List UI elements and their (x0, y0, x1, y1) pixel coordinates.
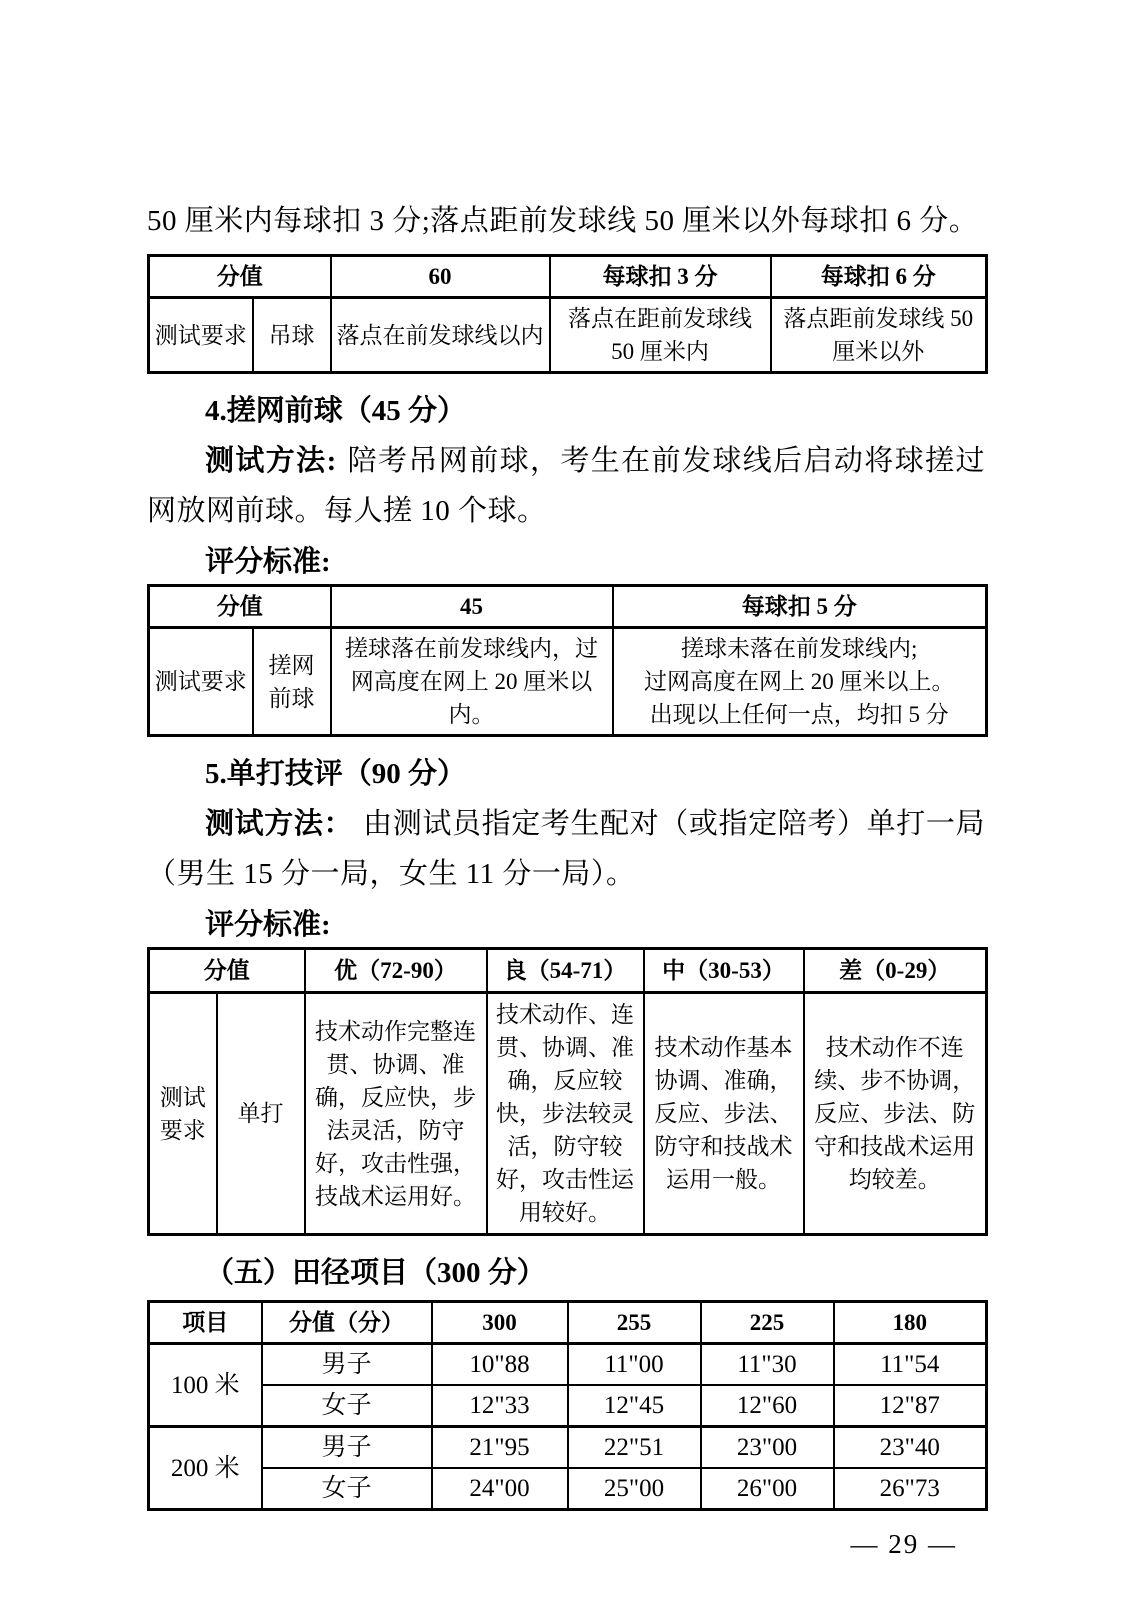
header-cell-event: 项目 (149, 1302, 262, 1344)
section4-method-paragraph (147, 436, 985, 536)
section4-score-label: 评分标准: (205, 546, 331, 578)
header-cell-excellent: 优（72-90） (305, 949, 487, 993)
section4-heading: 4.搓网前球（45 分） (205, 395, 467, 427)
cell-deduct6-desc: 落点距前发球线 50 厘米以外 (771, 298, 987, 373)
method-label: 测试方法： (205, 808, 354, 840)
cell-time: 22"51 (568, 1427, 701, 1469)
table-header-row (149, 256, 987, 298)
table-header-row (149, 1302, 987, 1344)
method-text: 陪考吊网前球，考生在前发球线后启动将球搓过网放网前球。每人搓 10 个球。 (147, 445, 985, 527)
cell-excellent-desc: 技术动作完整连贯、协调、准确，反应快，步法灵活，防守好，攻击性强，技战术运用好。 (305, 993, 487, 1235)
cell-gender: 男子 (262, 1427, 432, 1469)
tianjing-score-table (147, 1300, 988, 1511)
cell-time: 26"00 (701, 1468, 834, 1510)
section5-score-label: 评分标准: (205, 909, 331, 941)
header-cell-score-label: 分值 (149, 256, 331, 298)
table-row-200m-men (149, 1427, 987, 1469)
cell-time: 26"73 (834, 1468, 987, 1510)
header-cell-255: 255 (568, 1302, 701, 1344)
method-text: 由测试员指定考生配对（或指定陪考）单打一局（男生 15 分一局，女生 11 分一局）。 (147, 808, 985, 890)
cell-time: 12"45 (568, 1385, 701, 1427)
header-cell-medium: 中（30-53） (644, 949, 804, 993)
header-cell-good: 良（54-71） (487, 949, 644, 993)
continuation-paragraph: 50 厘米内每球扣 3 分;落点距前发球线 50 厘米以外每球扣 6 分。 (147, 205, 979, 237)
cell-time: 21"95 (432, 1427, 568, 1469)
cell-time: 12"33 (432, 1385, 568, 1427)
cell-deduct-desc: 搓球未落在前发球线内; 过网高度在网上 20 厘米以上。 出现以上任何一点，均扣 5 分 (613, 628, 987, 736)
method-label: 测试方法: (205, 445, 337, 477)
header-cell-180: 180 (834, 1302, 987, 1344)
cell-time: 25"00 (568, 1468, 701, 1510)
table-body-row (149, 993, 987, 1235)
cell-time: 10"88 (432, 1344, 568, 1386)
table-header-row (149, 586, 987, 628)
table-body-row (149, 628, 987, 736)
section5-heading: 5.单打技评（90 分） (205, 758, 467, 790)
cell-time: 12"60 (701, 1385, 834, 1427)
cell-item: 吊球 (253, 298, 331, 373)
header-cell-poor: 差（0-29） (804, 949, 987, 993)
cell-requirement: 测试要求 (149, 298, 253, 373)
cuowang-score-table (147, 584, 988, 737)
cell-time: 11"30 (701, 1344, 834, 1386)
page-number: — 29 — (850, 1529, 957, 1559)
cell-gender: 男子 (262, 1344, 432, 1386)
cell-time: 11"54 (834, 1344, 987, 1386)
table-row-200m-women (149, 1468, 987, 1510)
cell-requirement: 测试 要求 (149, 993, 217, 1235)
header-cell-deduct3: 每球扣 3 分 (550, 256, 771, 298)
cell-time: 23"00 (701, 1427, 834, 1469)
table-row-100m-women (149, 1385, 987, 1427)
header-cell-score: 60 (331, 256, 550, 298)
header-cell-score: 45 (331, 586, 613, 628)
cell-medium-desc: 技术动作基本协调、准确，反应、步法、防守和技战术运用一般。 (644, 993, 804, 1235)
table-header-row (149, 949, 987, 993)
cell-item: 搓网 前球 (253, 628, 331, 736)
cell-gender: 女子 (262, 1468, 432, 1510)
cell-full-score-desc: 搓球落在前发球线内，过网高度在网上 20 厘米以内。 (331, 628, 613, 736)
section5-method-paragraph (147, 799, 985, 899)
header-cell-score-label: 分值（分） (262, 1302, 432, 1344)
table-row-100m-men (149, 1344, 987, 1386)
cell-full-score-desc: 落点在前发球线以内 (331, 298, 550, 373)
cell-event-100m: 100 米 (149, 1344, 262, 1427)
header-cell-deduct6: 每球扣 6 分 (771, 256, 987, 298)
danda-grading-table (147, 947, 988, 1236)
header-cell-score-label: 分值 (149, 949, 305, 993)
cell-gender: 女子 (262, 1385, 432, 1427)
header-cell-score-label: 分值 (149, 586, 331, 628)
cell-time: 24"00 (432, 1468, 568, 1510)
table-body-row (149, 298, 987, 373)
cell-good-desc: 技术动作、连贯、协调、准确，反应较快，步法较灵活，防守较好，攻击性运用较好。 (487, 993, 644, 1235)
cell-poor-desc: 技术动作不连续、步不协调，反应、步法、防守和技战术运用均较差。 (804, 993, 987, 1235)
cell-deduct3-desc: 落点在距前发球线 50 厘米内 (550, 298, 771, 373)
header-cell-225: 225 (701, 1302, 834, 1344)
header-cell-300: 300 (432, 1302, 568, 1344)
cell-event-200m: 200 米 (149, 1427, 262, 1510)
cell-time: 23"40 (834, 1427, 987, 1469)
cell-time: 11"00 (568, 1344, 701, 1386)
header-cell-deduct5: 每球扣 5 分 (613, 586, 987, 628)
cell-item: 单打 (217, 993, 305, 1235)
cell-requirement: 测试要求 (149, 628, 253, 736)
section-tianjing-heading: （五）田径项目（300 分） (205, 1257, 546, 1289)
cell-time: 12"87 (834, 1385, 987, 1427)
diaoqiu-score-table (147, 254, 988, 374)
